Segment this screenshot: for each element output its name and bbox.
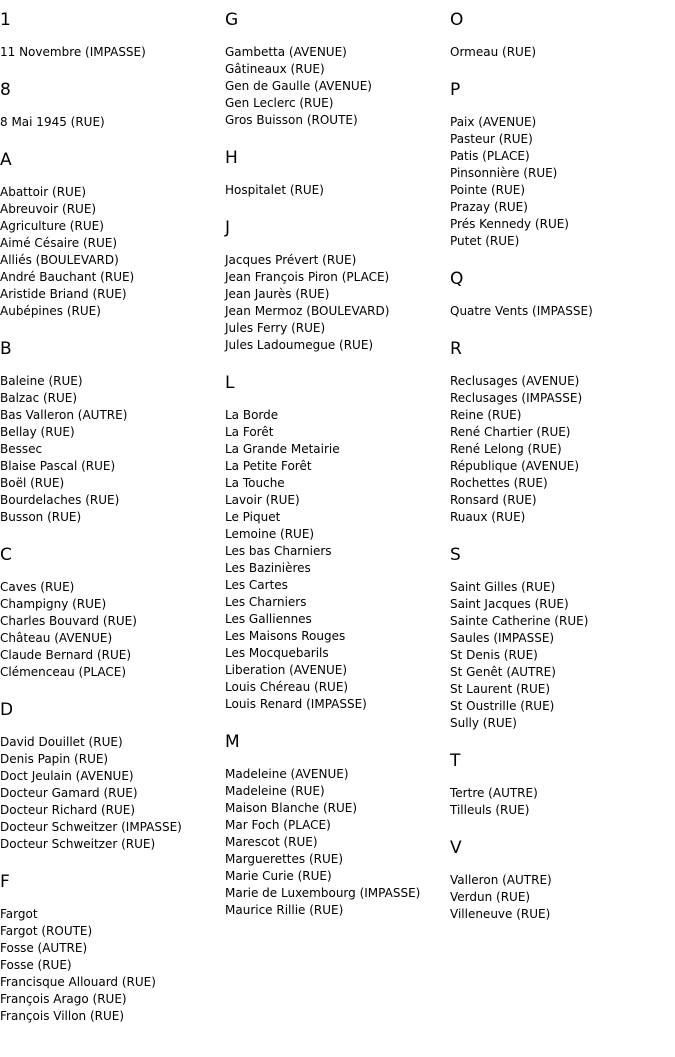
street-link[interactable]: Maurice Rillie (RUE) bbox=[225, 903, 344, 917]
street-link[interactable]: Denis Papin (RUE) bbox=[0, 752, 109, 766]
street-link[interactable]: Jules Ladoumegue (RUE) bbox=[225, 338, 374, 352]
street-link[interactable]: Louis Chéreau (RUE) bbox=[225, 680, 349, 694]
letter-heading: H bbox=[225, 148, 238, 168]
street-link[interactable]: La Grande Metairie bbox=[225, 442, 340, 456]
street-link[interactable]: Gen de Gaulle (AVENUE) bbox=[225, 79, 372, 93]
street-link[interactable]: Fargot bbox=[0, 907, 38, 921]
letter-heading: M bbox=[225, 732, 240, 752]
street-link[interactable]: Saint Jacques (RUE) bbox=[450, 597, 569, 611]
letter-heading: B bbox=[0, 339, 12, 359]
letter-group bbox=[225, 10, 450, 129]
street-link[interactable]: Verdun (RUE) bbox=[450, 890, 531, 904]
letter-group bbox=[450, 80, 675, 250]
street-link[interactable]: Madeleine (RUE) bbox=[225, 784, 325, 798]
letter-group bbox=[450, 751, 675, 819]
letter-group bbox=[225, 218, 450, 354]
street-link[interactable]: Abattoir (RUE) bbox=[0, 185, 87, 199]
street-link[interactable]: Gen Leclerc (RUE) bbox=[225, 96, 334, 110]
street-link[interactable]: André Bauchant (RUE) bbox=[0, 270, 135, 284]
street-link[interactable]: La Touche bbox=[225, 476, 285, 490]
street-link[interactable]: Bessec bbox=[0, 442, 43, 456]
street-link[interactable]: Saint Gilles (RUE) bbox=[450, 580, 556, 594]
street-link[interactable]: Jean Mermoz (BOULEVARD) bbox=[225, 304, 390, 318]
letter-heading: V bbox=[450, 838, 462, 858]
street-link[interactable]: Docteur Schweitzer (IMPASSE) bbox=[0, 820, 182, 834]
street-link[interactable]: Balzac (RUE) bbox=[0, 391, 78, 405]
street-link[interactable]: Sully (RUE) bbox=[450, 716, 517, 730]
letter-heading: G bbox=[225, 10, 239, 30]
letter-heading: C bbox=[0, 545, 12, 565]
street-link[interactable]: Prazay (RUE) bbox=[450, 200, 528, 214]
street-link[interactable]: Clémenceau (PLACE) bbox=[0, 665, 127, 679]
street-link[interactable]: Marguerettes (RUE) bbox=[225, 852, 344, 866]
street-link[interactable]: Reine (RUE) bbox=[450, 408, 522, 422]
letter-heading: T bbox=[450, 751, 461, 771]
street-link[interactable]: René Chartier (RUE) bbox=[450, 425, 571, 439]
street-link[interactable]: Les Charniers bbox=[225, 595, 307, 609]
street-link[interactable]: Quatre Vents (IMPASSE) bbox=[450, 304, 593, 318]
letter-group bbox=[450, 10, 675, 61]
street-link[interactable]: République (AVENUE) bbox=[450, 459, 580, 473]
letter-group bbox=[0, 10, 225, 61]
street-link[interactable]: Les bas Charniers bbox=[225, 544, 332, 558]
street-link[interactable]: Lemoine (RUE) bbox=[225, 527, 315, 541]
street-link[interactable]: Aristide Briand (RUE) bbox=[0, 287, 127, 301]
street-link[interactable]: Boël (RUE) bbox=[0, 476, 65, 490]
letter-heading: S bbox=[450, 545, 461, 565]
index-column-1 bbox=[0, 10, 225, 1044]
street-link[interactable]: Paix (AVENUE) bbox=[450, 115, 537, 129]
street-link[interactable]: Tilleuls (RUE) bbox=[450, 803, 530, 817]
street-link[interactable]: Baleine (RUE) bbox=[0, 374, 83, 388]
street-link[interactable]: Liberation (AVENUE) bbox=[225, 663, 348, 677]
letter-group bbox=[225, 373, 450, 713]
street-link[interactable]: Alliés (BOULEVARD) bbox=[0, 253, 119, 267]
street-link[interactable]: Francisque Allouard (RUE) bbox=[0, 975, 156, 989]
street-link[interactable]: Reclusages (AVENUE) bbox=[450, 374, 580, 388]
street-link[interactable]: Villeneuve (RUE) bbox=[450, 907, 551, 921]
letter-group bbox=[225, 732, 450, 919]
street-link[interactable]: La Forêt bbox=[225, 425, 274, 439]
letter-heading: J bbox=[225, 218, 231, 238]
street-link[interactable]: Ormeau (RUE) bbox=[450, 45, 537, 59]
street-link[interactable]: Marescot (RUE) bbox=[225, 835, 318, 849]
letter-group bbox=[0, 339, 225, 526]
street-link[interactable]: Prés Kennedy (RUE) bbox=[450, 217, 569, 231]
street-link[interactable]: Château (AVENUE) bbox=[0, 631, 113, 645]
street-link[interactable]: St Oustrille (RUE) bbox=[450, 699, 555, 713]
street-link[interactable]: Doct Jeulain (AVENUE) bbox=[0, 769, 134, 783]
street-link[interactable]: Fosse (AUTRE) bbox=[0, 941, 88, 955]
street-link[interactable]: Bourdelaches (RUE) bbox=[0, 493, 120, 507]
street-link[interactable]: Jacques Prévert (RUE) bbox=[225, 253, 357, 267]
street-link[interactable]: Lavoir (RUE) bbox=[225, 493, 300, 507]
street-link[interactable]: François Villon (RUE) bbox=[0, 1009, 125, 1023]
street-link[interactable]: Maison Blanche (RUE) bbox=[225, 801, 358, 815]
street-link[interactable]: Blaise Pascal (RUE) bbox=[0, 459, 116, 473]
street-link[interactable]: Sainte Catherine (RUE) bbox=[450, 614, 589, 628]
street-link[interactable]: Pinsonnière (RUE) bbox=[450, 166, 558, 180]
letter-heading: L bbox=[225, 373, 235, 393]
street-link[interactable]: Docteur Richard (RUE) bbox=[0, 803, 136, 817]
street-link[interactable]: Marie Curie (RUE) bbox=[225, 869, 332, 883]
street-link[interactable]: La Petite Forêt bbox=[225, 459, 312, 473]
street-link[interactable]: Bas Valleron (AUTRE) bbox=[0, 408, 128, 422]
street-link[interactable]: Les Mocquebarils bbox=[225, 646, 329, 660]
letter-group bbox=[0, 545, 225, 681]
street-link[interactable]: Docteur Gamard (RUE) bbox=[0, 786, 138, 800]
letter-group bbox=[450, 269, 675, 320]
street-link[interactable]: François Arago (RUE) bbox=[0, 992, 127, 1006]
letter-heading: Q bbox=[450, 269, 464, 289]
letter-group bbox=[0, 80, 225, 131]
street-link[interactable]: Charles Bouvard (RUE) bbox=[0, 614, 137, 628]
letter-group bbox=[225, 148, 450, 199]
street-link[interactable]: Patis (PLACE) bbox=[450, 149, 530, 163]
street-link[interactable]: Marie de Luxembourg (IMPASSE) bbox=[225, 886, 421, 900]
letter-heading: R bbox=[450, 339, 462, 359]
street-link[interactable]: Jules Ferry (RUE) bbox=[225, 321, 326, 335]
street-link[interactable]: Tertre (AUTRE) bbox=[450, 786, 538, 800]
street-link[interactable]: La Borde bbox=[225, 408, 279, 422]
letter-group bbox=[0, 872, 225, 1025]
letter-group bbox=[450, 339, 675, 526]
letter-heading: F bbox=[0, 872, 10, 892]
street-link[interactable]: Hospitalet (RUE) bbox=[225, 183, 324, 197]
letter-heading: D bbox=[0, 700, 14, 720]
street-link[interactable]: Aubépines (RUE) bbox=[0, 304, 101, 318]
street-link[interactable]: Pasteur (RUE) bbox=[450, 132, 533, 146]
street-link[interactable]: 11 Novembre (IMPASSE) bbox=[0, 45, 146, 59]
street-link[interactable]: Champigny (RUE) bbox=[0, 597, 107, 611]
street-link[interactable]: Saules (IMPASSE) bbox=[450, 631, 555, 645]
index-column-2 bbox=[225, 10, 450, 938]
street-link[interactable]: Fosse (RUE) bbox=[0, 958, 72, 972]
street-link[interactable]: Pointe (RUE) bbox=[450, 183, 526, 197]
street-link[interactable]: St Laurent (RUE) bbox=[450, 682, 551, 696]
index-column-3 bbox=[450, 10, 675, 942]
letter-group bbox=[0, 700, 225, 853]
street-link[interactable]: René Lelong (RUE) bbox=[450, 442, 562, 456]
street-link[interactable]: Bellay (RUE) bbox=[0, 425, 75, 439]
letter-heading: 8 bbox=[0, 80, 11, 100]
street-link[interactable]: Reclusages (IMPASSE) bbox=[450, 391, 583, 405]
letter-heading: P bbox=[450, 80, 461, 100]
street-link[interactable]: Busson (RUE) bbox=[0, 510, 82, 524]
street-link[interactable]: David Douillet (RUE) bbox=[0, 735, 123, 749]
street-link[interactable]: Mar Foch (PLACE) bbox=[225, 818, 331, 832]
street-link[interactable]: Les Maisons Rouges bbox=[225, 629, 346, 643]
street-link[interactable]: Fargot (ROUTE) bbox=[0, 924, 93, 938]
street-link[interactable]: St Denis (RUE) bbox=[450, 648, 538, 662]
street-link[interactable]: Les Bazinières bbox=[225, 561, 311, 575]
letter-group bbox=[450, 838, 675, 923]
street-link[interactable]: Jean François Piron (PLACE) bbox=[225, 270, 390, 284]
street-link[interactable]: Gambetta (AVENUE) bbox=[225, 45, 347, 59]
letter-group bbox=[0, 150, 225, 320]
street-link[interactable]: Aimé Césaire (RUE) bbox=[0, 236, 118, 250]
street-link[interactable]: Valleron (AUTRE) bbox=[450, 873, 552, 887]
street-link[interactable]: Les Cartes bbox=[225, 578, 288, 592]
street-link[interactable]: Jean Jaurès (RUE) bbox=[225, 287, 330, 301]
street-link[interactable]: Claude Bernard (RUE) bbox=[0, 648, 132, 662]
street-link[interactable]: Ruaux (RUE) bbox=[450, 510, 526, 524]
letter-heading: A bbox=[0, 150, 12, 170]
street-link[interactable]: Les Galliennes bbox=[225, 612, 312, 626]
letter-heading: 1 bbox=[0, 10, 11, 30]
street-link[interactable]: Louis Renard (IMPASSE) bbox=[225, 697, 367, 711]
street-link[interactable]: Ronsard (RUE) bbox=[450, 493, 537, 507]
street-link[interactable]: Agriculture (RUE) bbox=[0, 219, 104, 233]
street-link[interactable]: Docteur Schweitzer (RUE) bbox=[0, 837, 156, 851]
street-link[interactable]: Putet (RUE) bbox=[450, 234, 520, 248]
street-link[interactable]: St Genêt (AUTRE) bbox=[450, 665, 556, 679]
street-link[interactable]: Abreuvoir (RUE) bbox=[0, 202, 97, 216]
letter-group bbox=[450, 545, 675, 732]
street-link[interactable]: Gâtineaux (RUE) bbox=[225, 62, 325, 76]
letter-heading: O bbox=[450, 10, 464, 30]
street-link[interactable]: 8 Mai 1945 (RUE) bbox=[0, 115, 105, 129]
street-link[interactable]: Madeleine (AVENUE) bbox=[225, 767, 349, 781]
street-link[interactable]: Rochettes (RUE) bbox=[450, 476, 548, 490]
street-link[interactable]: Le Piquet bbox=[225, 510, 281, 524]
street-link[interactable]: Caves (RUE) bbox=[0, 580, 75, 594]
street-link[interactable]: Gros Buisson (ROUTE) bbox=[225, 113, 358, 127]
